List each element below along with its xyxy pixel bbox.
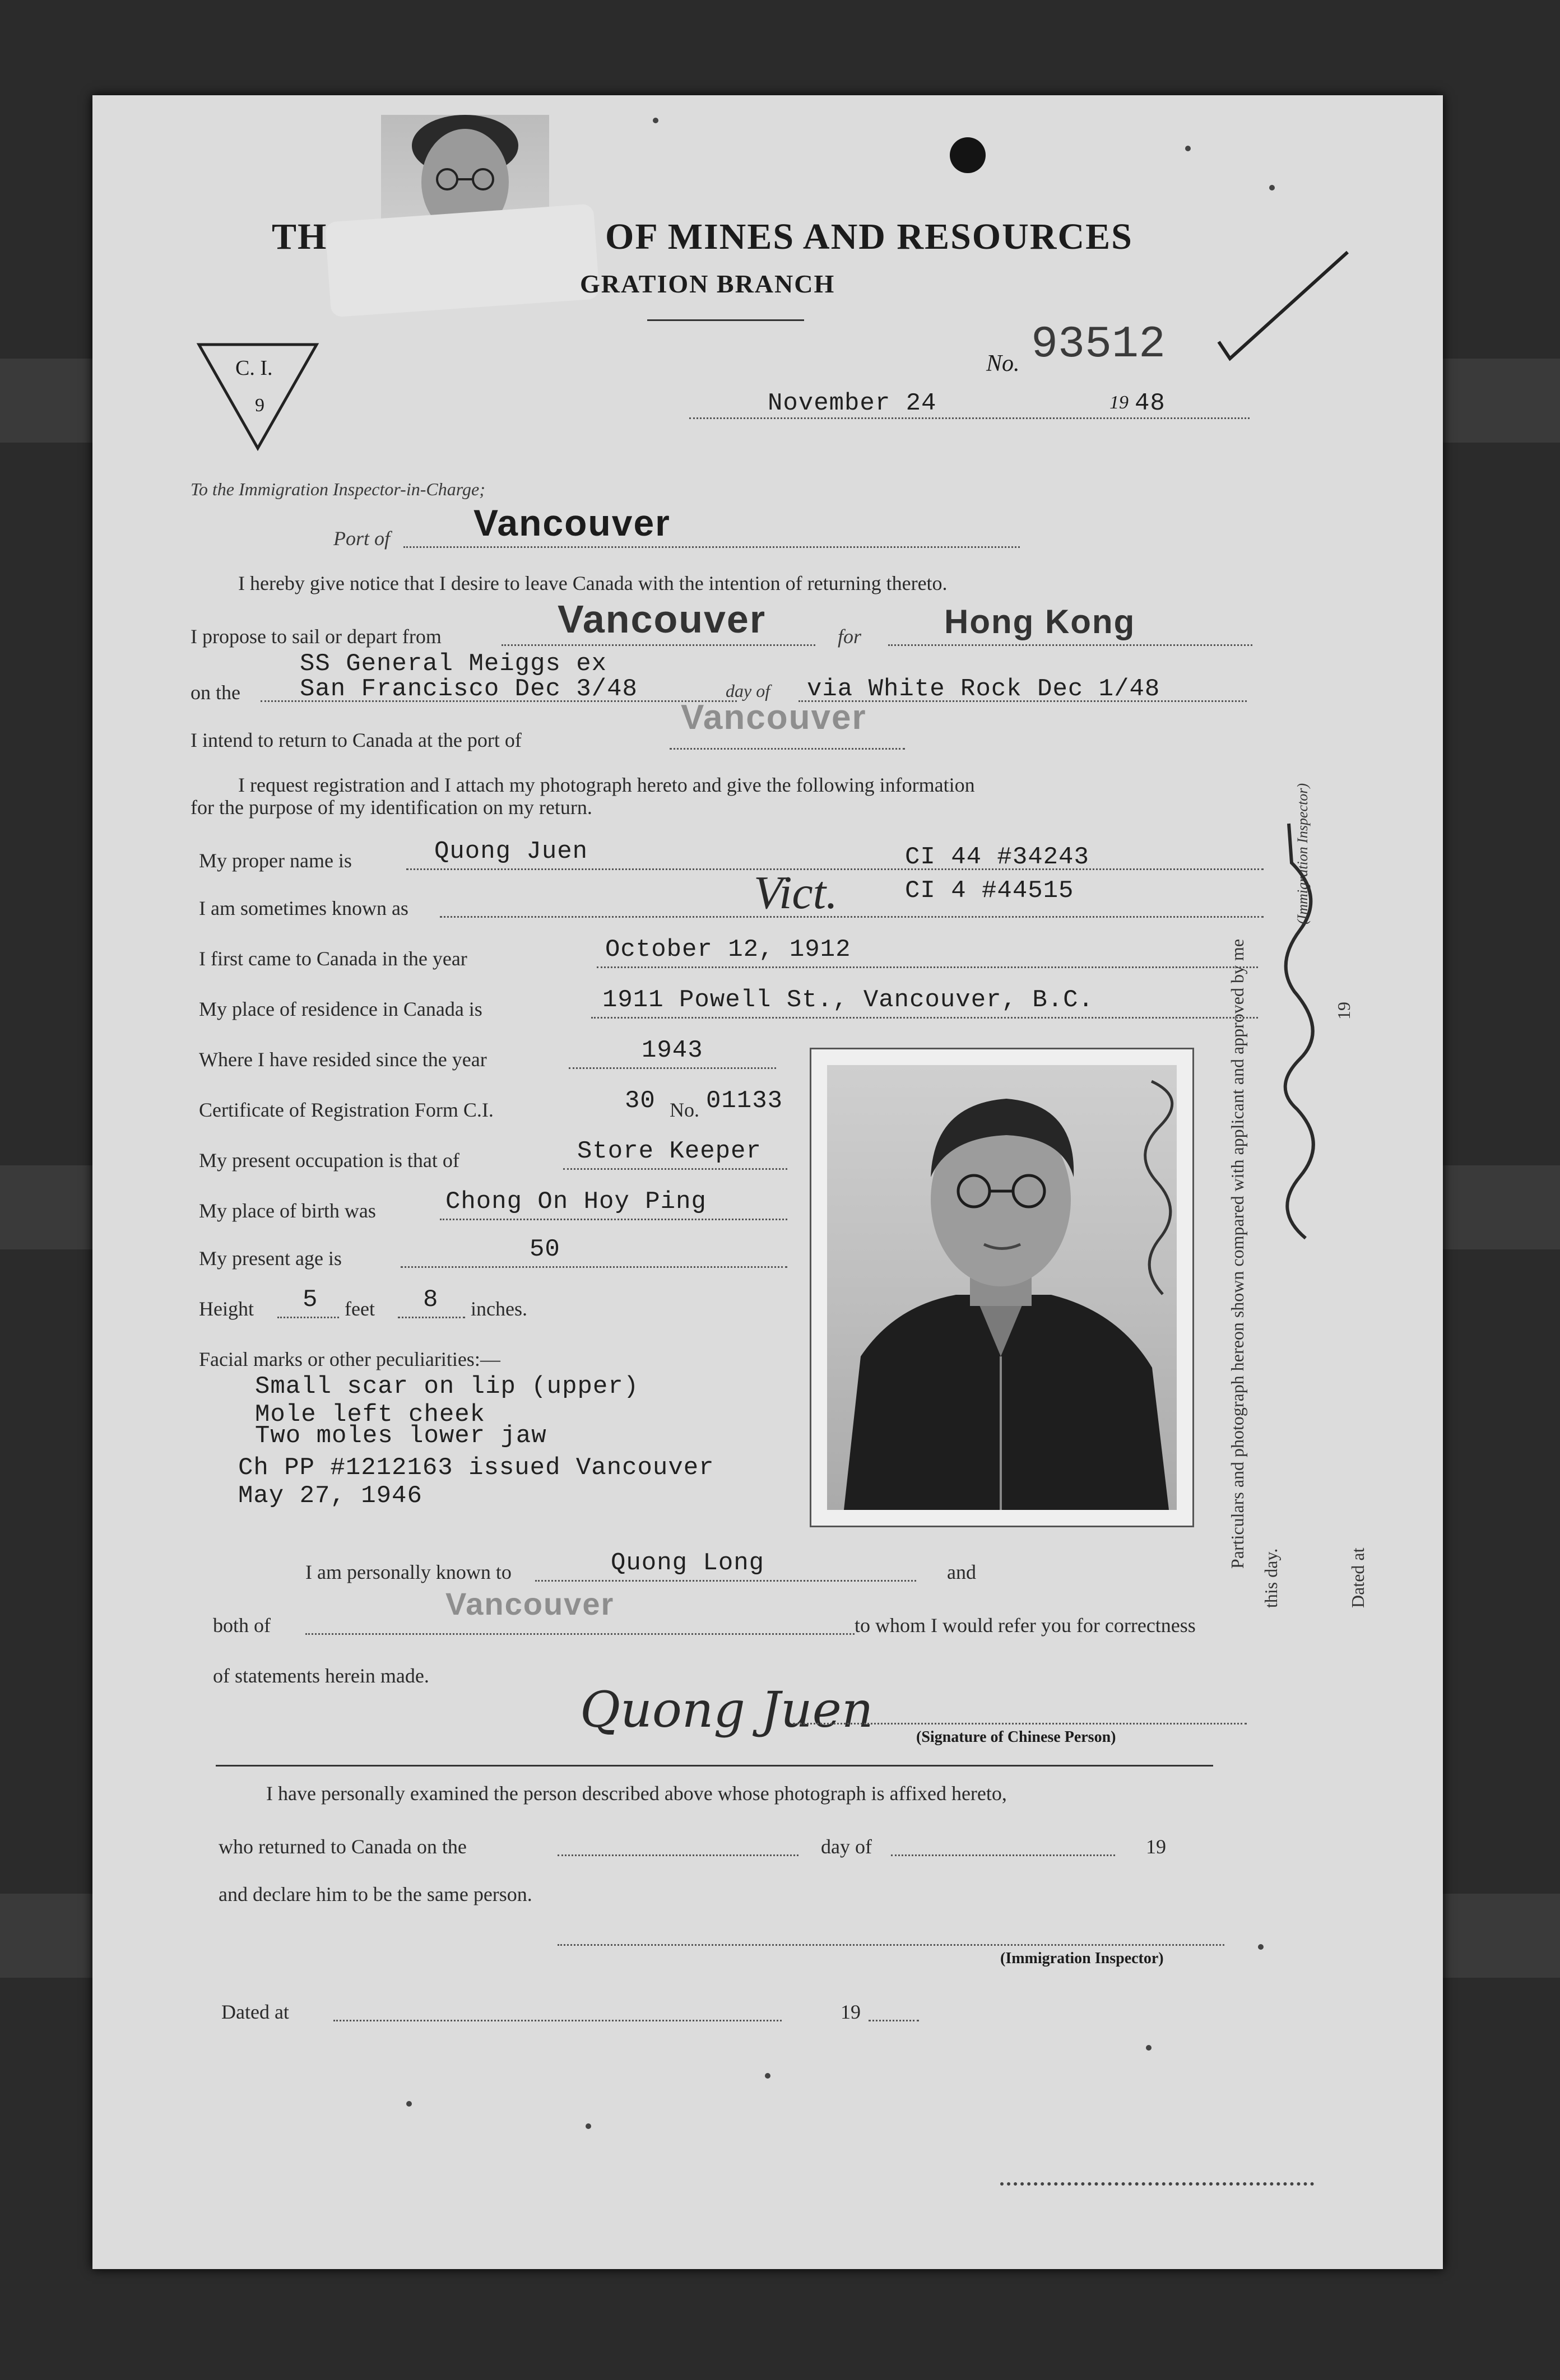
section-divider	[216, 1765, 1213, 1767]
certificate-number: 01133	[706, 1087, 783, 1115]
inspector-signature-line	[558, 1944, 1224, 1946]
mark-line-5: May 27, 1946	[238, 1482, 422, 1510]
header-branch: GRATION BRANCH	[580, 269, 835, 298]
residence: 1911 Powell St., Vancouver, B.C.	[602, 986, 1094, 1014]
height-label: Height	[199, 1298, 254, 1320]
to-inspector: To the Immigration Inspector-in-Charge;	[191, 479, 485, 499]
mark-line-3: Two moles lower jaw	[255, 1422, 547, 1450]
intent-text: I hereby give notice that I desire to leave Canada with the intention of returning thereto.	[238, 572, 948, 594]
triangle-bottom-text: 9	[255, 395, 264, 416]
mark-line-2: Mole left cheek	[255, 1401, 486, 1429]
date-line	[689, 417, 1250, 419]
known-to-line	[535, 1580, 916, 1582]
margin-dated-at: Dated at	[1348, 1547, 1368, 1608]
speck	[1185, 146, 1191, 151]
age: 50	[530, 1235, 560, 1263]
applicant-photo	[827, 1065, 1177, 1510]
proper-name: Quong Juen	[434, 838, 588, 866]
feet-label: feet	[345, 1298, 375, 1320]
speck	[1258, 1944, 1264, 1950]
header-title-right: OF MINES AND RESOURCES	[605, 216, 1133, 257]
propose-label: I propose to sail or depart from	[191, 625, 442, 648]
via-route: via White Rock Dec 1/48	[807, 675, 1160, 703]
exam-year-prefix: 19	[1146, 1835, 1166, 1858]
resided-since: 1943	[642, 1036, 703, 1065]
examined-line: I have personally examined the person described above whose photograph is affixed hereto,	[266, 1782, 1007, 1805]
birth-place: Chong On Hoy Ping	[445, 1188, 707, 1216]
returned-label: who returned to Canada on the	[219, 1835, 467, 1858]
ci-reference-2: CI 4 #44515	[905, 877, 1074, 905]
first-came-label: I first came to Canada in the year	[199, 947, 467, 970]
applicant-signature: Quong Juen	[580, 1681, 874, 1738]
proper-name-label: My proper name is	[199, 849, 352, 872]
mark-line-4: Ch PP #1212163 issued Vancouver	[238, 1454, 714, 1482]
speck	[406, 2101, 412, 2107]
signature-line	[793, 1723, 1247, 1724]
port-label: Port of	[333, 527, 391, 550]
triangle-top-text: C. I.	[235, 356, 273, 380]
residence-line	[591, 1017, 1258, 1019]
returned-day-line	[558, 1854, 798, 1856]
ship-line1: SS General Meiggs ex	[300, 650, 607, 678]
depart-from: Vancouver	[558, 597, 767, 641]
request-line2: for the purpose of my identification on my return.	[191, 796, 592, 819]
known-as-label: I am sometimes known as	[199, 897, 408, 919]
signature-caption: (Signature of Chinese Person)	[916, 1728, 1116, 1746]
punch-hole	[950, 137, 986, 173]
dated-year-line	[869, 2020, 919, 2021]
torn-patch	[325, 203, 600, 317]
year-prefix: 19	[1109, 392, 1129, 413]
return-line	[670, 748, 905, 750]
day-of-label: day of	[726, 681, 770, 701]
speck	[1269, 185, 1275, 190]
marks-label: Facial marks or other peculiarities:—	[199, 1348, 500, 1370]
known-as-handwritten: Vict.	[754, 867, 838, 919]
bottom-smudge	[1000, 2182, 1314, 2197]
dated-year-prefix: 19	[841, 2001, 861, 2023]
form-page	[92, 95, 1443, 2269]
dated-at-label: Dated at	[221, 2001, 289, 2023]
known-as-line	[440, 916, 1264, 918]
certificate-form: 30	[625, 1087, 656, 1115]
header-rule	[647, 319, 804, 321]
ship-line2: San Francisco Dec 3/48	[300, 675, 638, 703]
first-came-line	[597, 966, 1258, 968]
resided-since-line	[569, 1067, 776, 1069]
margin-inspector: (Immigration Inspector)	[1294, 783, 1311, 924]
speck	[586, 2123, 591, 2129]
destination-line	[888, 644, 1252, 646]
form-number: 93512	[1031, 319, 1166, 370]
inspector-caption: (Immigration Inspector)	[1000, 1950, 1164, 1967]
port-stamp: Vancouver	[473, 502, 671, 543]
age-line	[401, 1266, 787, 1268]
refer-label: to whom I would refer you for correctness	[855, 1614, 1196, 1637]
occupation: Store Keeper	[577, 1137, 762, 1165]
dated-at-line	[333, 2020, 782, 2021]
certificate-label: Certificate of Registration Form C.I.	[199, 1099, 494, 1121]
return-port: Vancouver	[681, 698, 867, 737]
number-label: No.	[986, 351, 1020, 376]
destination: Hong Kong	[944, 603, 1136, 640]
exam-month-line	[891, 1854, 1115, 1856]
certificate-no-label: No.	[670, 1099, 699, 1121]
return-label: I intend to return to Canada at the port of	[191, 729, 522, 751]
speck	[765, 2073, 770, 2079]
height-inches-line	[398, 1317, 465, 1318]
on-the-label: on the	[191, 681, 240, 704]
birth-line	[440, 1219, 787, 1220]
occupation-line	[563, 1168, 787, 1170]
check-mark-icon	[1208, 247, 1353, 381]
approval-initials	[1135, 1076, 1190, 1300]
issued-date: November 24	[768, 389, 937, 417]
resided-since-label: Where I have resided since the year	[199, 1048, 487, 1071]
height-feet: 5	[303, 1286, 318, 1314]
for-label: for	[838, 625, 862, 648]
residence-label: My place of residence in Canada is	[199, 998, 482, 1020]
request-line1: I request registration and I attach my photograph hereto and give the following information	[238, 774, 975, 796]
ci-reference-1: CI 44 #34243	[905, 843, 1089, 871]
declare-label: and declare him to be the same person.	[219, 1883, 532, 1905]
exam-day-of-label: day of	[821, 1835, 872, 1858]
speck	[1146, 2045, 1152, 2051]
mark-line-1: Small scar on lip (upper)	[255, 1373, 639, 1401]
and-label: and	[947, 1561, 976, 1583]
inches-label: inches.	[471, 1298, 527, 1320]
statements-label: of statements herein made.	[213, 1665, 429, 1687]
margin-particulars: Particulars and photograph hereon shown compared with applicant and approved by me	[1227, 938, 1247, 1569]
height-feet-line	[277, 1317, 339, 1318]
both-of-label: both of	[213, 1614, 271, 1637]
both-of: Vancouver	[445, 1586, 615, 1621]
both-of-line	[305, 1633, 855, 1635]
port-line	[403, 546, 1020, 548]
known-to-label: I am personally known to	[305, 1561, 512, 1583]
first-came: October 12, 1912	[605, 936, 851, 964]
height-inches: 8	[423, 1286, 439, 1314]
age-label: My present age is	[199, 1247, 342, 1270]
issued-year: 48	[1135, 389, 1166, 417]
occupation-label: My present occupation is that of	[199, 1149, 459, 1172]
birth-label: My place of birth was	[199, 1200, 376, 1222]
margin-this-day: this day.	[1261, 1548, 1281, 1608]
known-to: Quong Long	[611, 1549, 765, 1577]
margin-year: 19	[1334, 1002, 1354, 1020]
header-title-left: TH	[272, 216, 328, 257]
speck	[653, 118, 658, 123]
depart-line	[502, 644, 815, 646]
